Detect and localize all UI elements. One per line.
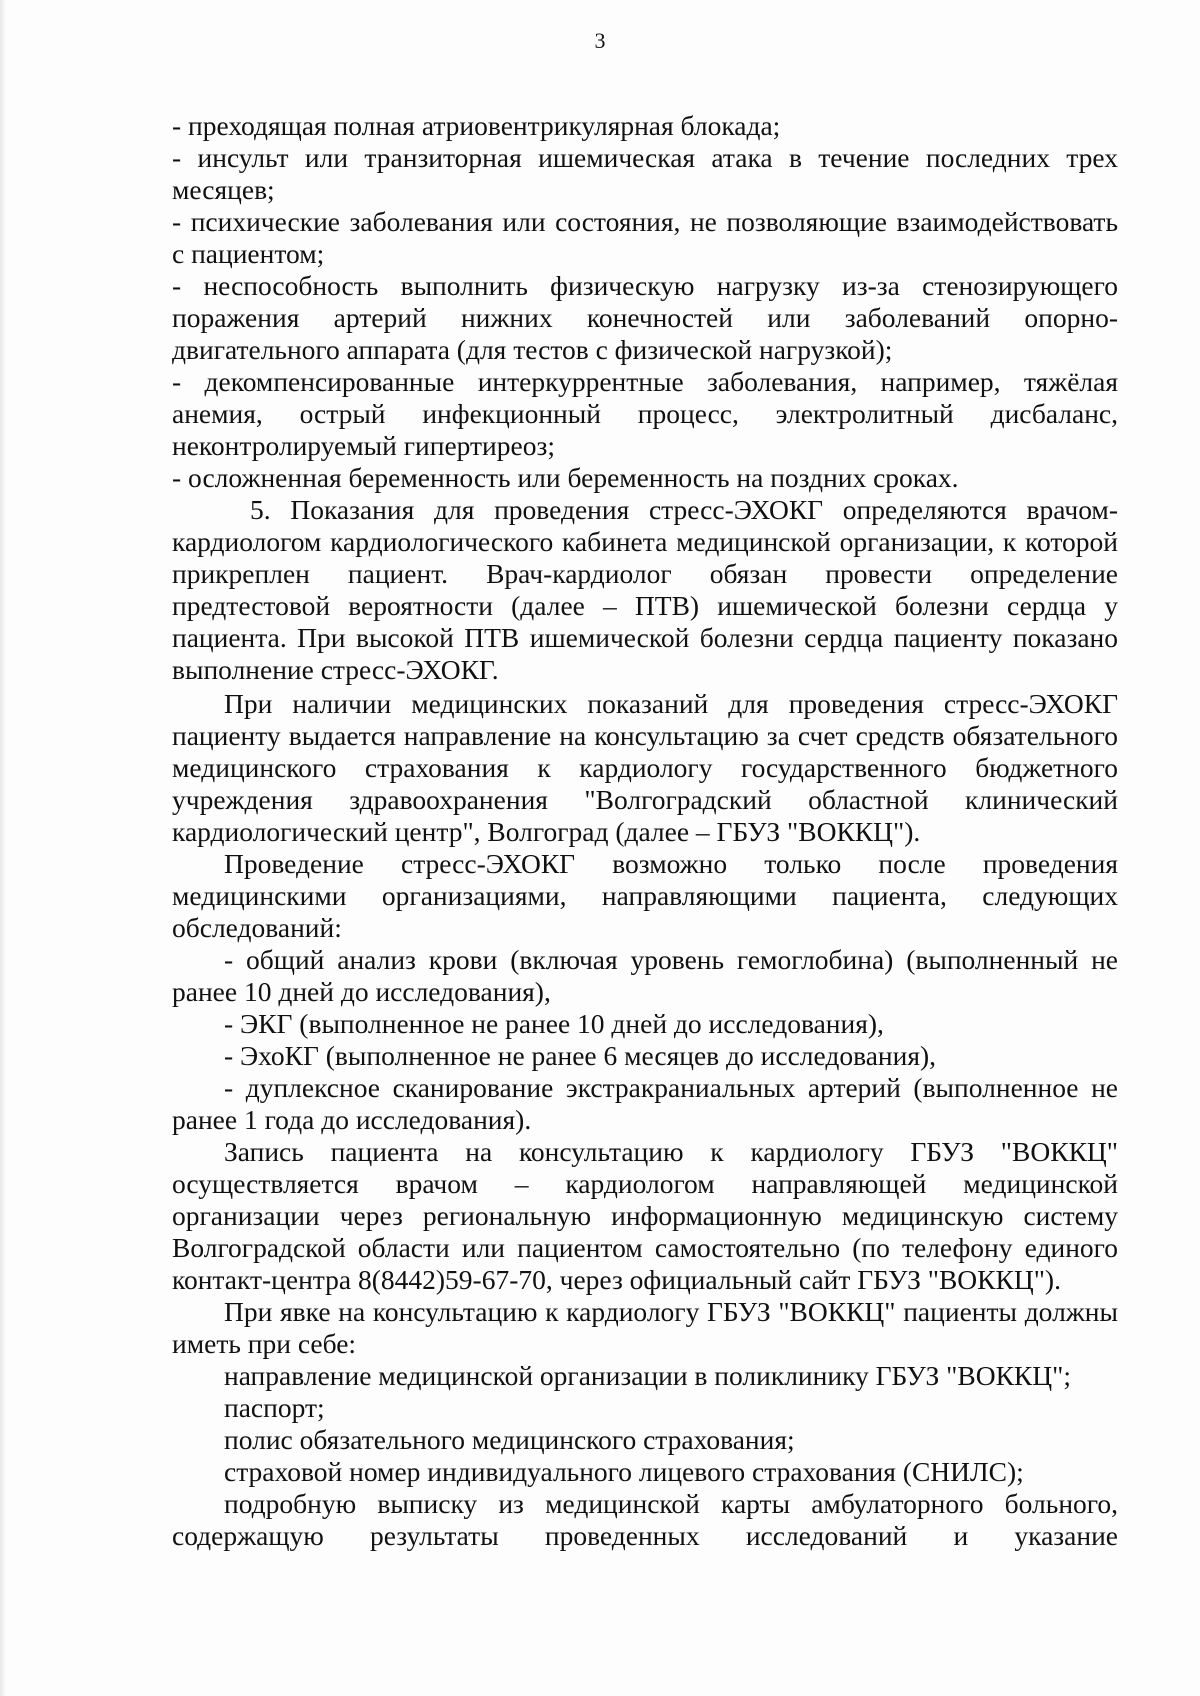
exam-blood-test: - общий анализ крови (включая уровень гемоглобина) (выполненный не ранее 10 дней до исследования), <box>172 944 1118 1007</box>
document-passport: паспорт; <box>224 1392 325 1423</box>
document-snils: страховой номер индивидуального лицевого страхования (СНИЛС); <box>224 1456 1024 1487</box>
paragraph-appointment: Запись пациента на консультацию к кардиологу ГБУЗ "ВОККЦ" осуществляется врачом – кардиологом направляющей медицинской организации через региональную информационную медицинскую систему Волгоградской области или пациентом самостоятельно (по телефону единого контакт-центра 8(8442)59-67-70, через официальный сайт ГБУЗ "ВОККЦ"). <box>172 1136 1118 1295</box>
paragraph-referral: При наличии медицинских показаний для проведения стресс-ЭХОКГ пациенту выдается направление на консультацию за счет средств обязательного медицинского страхования к кардиологу государственного бюджетного учреждения здравоохранения "Волгоградский областной клинический кардиологический центр", Волгоград (далее – ГБУЗ "ВОККЦ"). <box>172 688 1118 847</box>
exam-echocg: - ЭхоКГ (выполненное не ранее 6 месяцев до исследования), <box>224 1040 937 1071</box>
contraindication-intercurrent: - декомпенсированные интеркуррентные заболевания, например, тяжёлая анемия, острый инфекционный процесс, электролитный дисбаланс, неконтролируемый гипертиреоз; <box>172 366 1118 461</box>
document-referral: направление медицинской организации в поликлинику ГБУЗ "ВОККЦ"; <box>224 1360 1071 1391</box>
exam-duplex-scan: - дуплексное сканирование экстракраниальных артерий (выполненное не ранее 1 года до исследования). <box>172 1072 1118 1135</box>
section-5-indications: 5. Показания для проведения стресс-ЭХОКГ определяются врачом-кардиологом кардиологического кабинета медицинской организации, к которой прикреплен пациент. Врач-кардиолог обязан провести определение предтестовой вероятности (далее – ПТВ) ишемической болезни сердца у пациента. При высокой ПТВ ишемической болезни сердца пациенту показано выполнение стресс-ЭХОКГ. <box>172 494 1118 685</box>
page-number: 3 <box>594 28 606 53</box>
contraindication-av-block: - преходящая полная атриовентрикулярная блокада; <box>172 110 781 141</box>
document-insurance-policy: полис обязательного медицинского страхования; <box>224 1424 795 1455</box>
contraindication-physical-load: - неспособность выполнить физическую нагрузку из-за стенозирующего поражения артерий нижних конечностей или заболеваний опорно-двигательного аппарата (для тестов с физической нагрузкой); <box>172 270 1118 365</box>
contraindication-mental: - психические заболевания или состояния, не позволяющие взаимодействовать с пациентом; <box>172 206 1118 269</box>
paragraph-documents-intro: При явке на консультацию к кардиологу ГБУЗ "ВОККЦ" пациенты должны иметь при себе: <box>172 1296 1118 1359</box>
scan-edge-shadow <box>0 0 6 1696</box>
document-body <box>172 110 1118 1552</box>
contraindication-stroke: - инсульт или транзиторная ишемическая атака в течение последних трех месяцев; <box>172 142 1118 205</box>
paragraph-required-exams: Проведение стресс-ЭХОКГ возможно только после проведения медицинскими организациями, направляющими пациента, следующих обследований: <box>172 848 1118 943</box>
exam-ecg: - ЭКГ (выполненное не ранее 10 дней до исследования), <box>224 1008 884 1039</box>
contraindication-pregnancy: - осложненная беременность или беременность на поздних сроках. <box>172 462 959 493</box>
document-medical-extract: подробную выписку из медицинской карты амбулаторного больного, содержащую результаты проведенных исследований и указание <box>172 1488 1118 1551</box>
